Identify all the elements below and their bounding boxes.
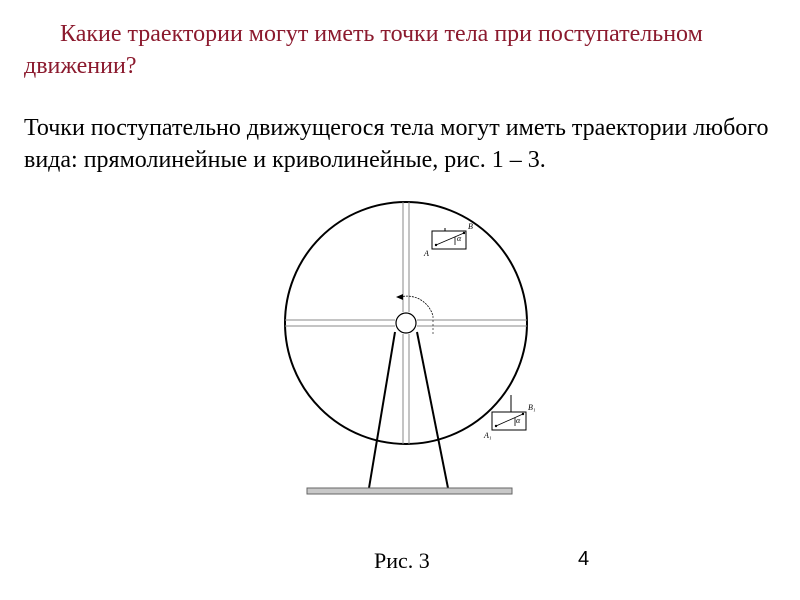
label-alpha1: α bbox=[516, 416, 521, 425]
page-number: 4 bbox=[578, 548, 590, 570]
label-b1: B₁ bbox=[528, 403, 536, 412]
wheel-hub bbox=[396, 313, 416, 333]
label-a1: A₁ bbox=[484, 431, 492, 440]
question-text: Какие траектории могут иметь точки тела при поступательном движении? bbox=[24, 21, 703, 79]
label-b: B bbox=[468, 222, 473, 231]
answer-text: Точки поступательно движущегося тела могут иметь траектории любого вида: прямолинейные и криволинейные, рис. 1 – 3. bbox=[24, 115, 769, 173]
label-a: A bbox=[424, 249, 429, 258]
cabin-box-bottom bbox=[492, 395, 526, 430]
ferris-wheel-figure bbox=[260, 180, 560, 510]
label-alpha: α bbox=[457, 234, 462, 243]
ground-base bbox=[307, 488, 512, 494]
figure-caption: Рис. 3 bbox=[374, 548, 430, 573]
